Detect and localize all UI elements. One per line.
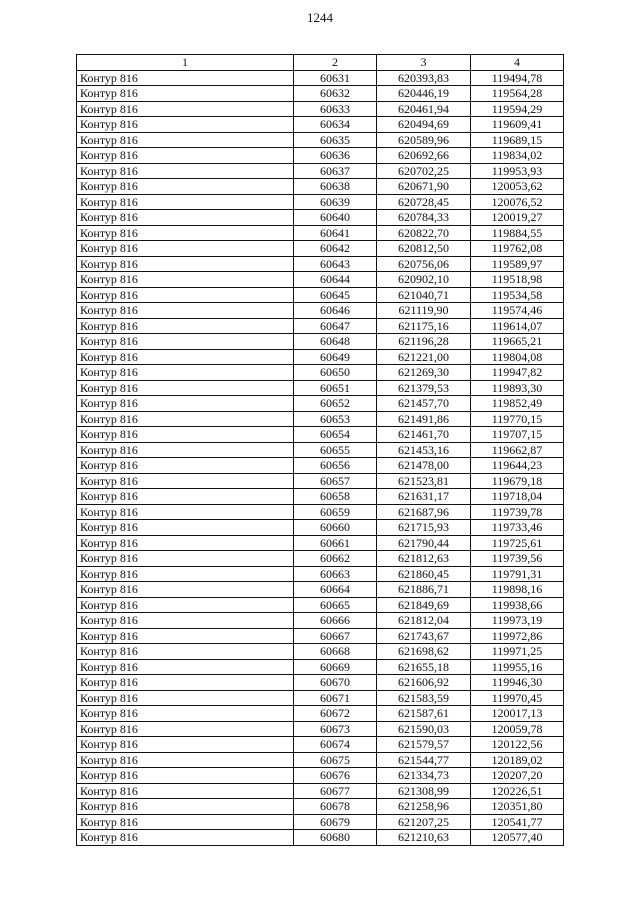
- x-coordinate-cell: 620756,06: [377, 256, 471, 272]
- table-row: [77, 70, 564, 86]
- y-coordinate-cell: 119852,49: [471, 396, 564, 412]
- point-number-cell: 60669: [294, 659, 377, 675]
- y-coordinate-cell: 119804,08: [471, 349, 564, 365]
- y-coordinate-cell: 119689,15: [471, 132, 564, 148]
- y-coordinate-cell: 120122,56: [471, 737, 564, 753]
- point-number-cell: 60664: [294, 582, 377, 598]
- contour-name-cell: Контур 816: [77, 597, 294, 613]
- x-coordinate-cell: 620692,66: [377, 148, 471, 164]
- contour-name-cell: Контур 816: [77, 148, 294, 164]
- y-coordinate-cell: 120076,52: [471, 194, 564, 210]
- table-row: [77, 613, 564, 629]
- y-coordinate-cell: 119594,29: [471, 101, 564, 117]
- table-row: [77, 675, 564, 691]
- contour-name-cell: Контур 816: [77, 210, 294, 226]
- y-coordinate-cell: 120053,62: [471, 179, 564, 195]
- x-coordinate-cell: 620728,45: [377, 194, 471, 210]
- point-number-cell: 60675: [294, 752, 377, 768]
- contour-name-cell: Контур 816: [77, 225, 294, 241]
- point-number-cell: 60676: [294, 768, 377, 784]
- y-coordinate-cell: 120017,13: [471, 706, 564, 722]
- table-row: [77, 349, 564, 365]
- point-number-cell: 60638: [294, 179, 377, 195]
- contour-name-cell: Контур 816: [77, 628, 294, 644]
- x-coordinate-cell: 621587,61: [377, 706, 471, 722]
- x-coordinate-cell: 621715,93: [377, 520, 471, 536]
- point-number-cell: 60642: [294, 241, 377, 257]
- x-coordinate-cell: 620702,25: [377, 163, 471, 179]
- contour-name-cell: Контур 816: [77, 194, 294, 210]
- x-coordinate-cell: 621590,03: [377, 721, 471, 737]
- y-coordinate-cell: 120577,40: [471, 830, 564, 846]
- contour-name-cell: Контур 816: [77, 303, 294, 319]
- y-coordinate-cell: 119614,07: [471, 318, 564, 334]
- table-body: [77, 70, 564, 845]
- x-coordinate-cell: 621886,71: [377, 582, 471, 598]
- contour-name-cell: Контур 816: [77, 737, 294, 753]
- point-number-cell: 60633: [294, 101, 377, 117]
- table-row: [77, 830, 564, 846]
- point-number-cell: 60661: [294, 535, 377, 551]
- contour-name-cell: Контур 816: [77, 489, 294, 505]
- point-number-cell: 60636: [294, 148, 377, 164]
- x-coordinate-cell: 621583,59: [377, 690, 471, 706]
- y-coordinate-cell: 119574,46: [471, 303, 564, 319]
- table-row: [77, 520, 564, 536]
- table-row: [77, 380, 564, 396]
- y-coordinate-cell: 119970,45: [471, 690, 564, 706]
- table-row: [77, 132, 564, 148]
- y-coordinate-cell: 120019,27: [471, 210, 564, 226]
- table-row: [77, 458, 564, 474]
- table-row: [77, 101, 564, 117]
- contour-name-cell: Контур 816: [77, 520, 294, 536]
- table-row: [77, 365, 564, 381]
- point-number-cell: 60671: [294, 690, 377, 706]
- table-row: [77, 752, 564, 768]
- x-coordinate-cell: 621631,17: [377, 489, 471, 505]
- table-row: [77, 411, 564, 427]
- y-coordinate-cell: 119770,15: [471, 411, 564, 427]
- point-number-cell: 60668: [294, 644, 377, 660]
- table-row: [77, 396, 564, 412]
- y-coordinate-cell: 119494,78: [471, 70, 564, 86]
- y-coordinate-cell: 120189,02: [471, 752, 564, 768]
- y-coordinate-cell: 119834,02: [471, 148, 564, 164]
- point-number-cell: 60658: [294, 489, 377, 505]
- y-coordinate-cell: 119971,25: [471, 644, 564, 660]
- contour-name-cell: Контур 816: [77, 179, 294, 195]
- point-number-cell: 60672: [294, 706, 377, 722]
- point-number-cell: 60643: [294, 256, 377, 272]
- header-col-1: 1: [77, 55, 294, 71]
- point-number-cell: 60650: [294, 365, 377, 381]
- page-number: 1244: [307, 10, 333, 25]
- contour-name-cell: Контур 816: [77, 163, 294, 179]
- y-coordinate-cell: 119564,28: [471, 86, 564, 102]
- table-row: [77, 318, 564, 334]
- table-row: [77, 551, 564, 567]
- header-col-4: 4: [471, 55, 564, 71]
- x-coordinate-cell: 621743,67: [377, 628, 471, 644]
- y-coordinate-cell: 119718,04: [471, 489, 564, 505]
- x-coordinate-cell: 621790,44: [377, 535, 471, 551]
- contour-name-cell: Контур 816: [77, 101, 294, 117]
- x-coordinate-cell: 620784,33: [377, 210, 471, 226]
- contour-name-cell: Контур 816: [77, 752, 294, 768]
- contour-name-cell: Контур 816: [77, 287, 294, 303]
- y-coordinate-cell: 119898,16: [471, 582, 564, 598]
- contour-name-cell: Контур 816: [77, 380, 294, 396]
- contour-name-cell: Контур 816: [77, 551, 294, 567]
- y-coordinate-cell: 119973,19: [471, 613, 564, 629]
- x-coordinate-cell: 621119,90: [377, 303, 471, 319]
- point-number-cell: 60660: [294, 520, 377, 536]
- contour-name-cell: Контур 816: [77, 442, 294, 458]
- y-coordinate-cell: 119884,55: [471, 225, 564, 241]
- contour-name-cell: Контур 816: [77, 349, 294, 365]
- y-coordinate-cell: 120351,80: [471, 799, 564, 815]
- x-coordinate-cell: 621308,99: [377, 783, 471, 799]
- y-coordinate-cell: 119589,97: [471, 256, 564, 272]
- x-coordinate-cell: 621258,96: [377, 799, 471, 815]
- x-coordinate-cell: 621461,70: [377, 427, 471, 443]
- y-coordinate-cell: 120207,20: [471, 768, 564, 784]
- point-number-cell: 60659: [294, 504, 377, 520]
- point-number-cell: 60674: [294, 737, 377, 753]
- point-number-cell: 60656: [294, 458, 377, 474]
- contour-name-cell: Контур 816: [77, 241, 294, 257]
- x-coordinate-cell: 621687,96: [377, 504, 471, 520]
- x-coordinate-cell: 621207,25: [377, 814, 471, 830]
- contour-name-cell: Контур 816: [77, 830, 294, 846]
- contour-name-cell: Контур 816: [77, 613, 294, 629]
- point-number-cell: 60652: [294, 396, 377, 412]
- point-number-cell: 60666: [294, 613, 377, 629]
- table-row: [77, 504, 564, 520]
- table-row: [77, 489, 564, 505]
- x-coordinate-cell: 621453,16: [377, 442, 471, 458]
- contour-name-cell: Контур 816: [77, 721, 294, 737]
- table-row: [77, 566, 564, 582]
- point-number-cell: 60677: [294, 783, 377, 799]
- x-coordinate-cell: 620494,69: [377, 117, 471, 133]
- contour-name-cell: Контур 816: [77, 427, 294, 443]
- point-number-cell: 60634: [294, 117, 377, 133]
- y-coordinate-cell: 119733,46: [471, 520, 564, 536]
- y-coordinate-cell: 119947,82: [471, 365, 564, 381]
- point-number-cell: 60635: [294, 132, 377, 148]
- point-number-cell: 60654: [294, 427, 377, 443]
- point-number-cell: 60651: [294, 380, 377, 396]
- contour-name-cell: Контур 816: [77, 582, 294, 598]
- point-number-cell: 60662: [294, 551, 377, 567]
- table-row: [77, 721, 564, 737]
- x-coordinate-cell: 621523,81: [377, 473, 471, 489]
- point-number-cell: 60678: [294, 799, 377, 815]
- contour-name-cell: Контур 816: [77, 814, 294, 830]
- point-number-cell: 60640: [294, 210, 377, 226]
- x-coordinate-cell: 621860,45: [377, 566, 471, 582]
- contour-name-cell: Контур 816: [77, 504, 294, 520]
- table-row: [77, 272, 564, 288]
- x-coordinate-cell: 621478,00: [377, 458, 471, 474]
- table-row: [77, 117, 564, 133]
- x-coordinate-cell: 621849,69: [377, 597, 471, 613]
- y-coordinate-cell: 119534,58: [471, 287, 564, 303]
- table-row: [77, 783, 564, 799]
- contour-name-cell: Контур 816: [77, 566, 294, 582]
- point-number-cell: 60673: [294, 721, 377, 737]
- table-row: [77, 225, 564, 241]
- y-coordinate-cell: 119662,87: [471, 442, 564, 458]
- x-coordinate-cell: 621698,62: [377, 644, 471, 660]
- table-row: [77, 179, 564, 195]
- x-coordinate-cell: 621655,18: [377, 659, 471, 675]
- table-row: [77, 597, 564, 613]
- x-coordinate-cell: 620671,90: [377, 179, 471, 195]
- table-row: [77, 163, 564, 179]
- table-row: [77, 148, 564, 164]
- contour-name-cell: Контур 816: [77, 690, 294, 706]
- point-number-cell: 60632: [294, 86, 377, 102]
- x-coordinate-cell: 620446,19: [377, 86, 471, 102]
- coordinates-table: [76, 54, 564, 846]
- contour-name-cell: Контур 816: [77, 256, 294, 272]
- x-coordinate-cell: 621269,30: [377, 365, 471, 381]
- x-coordinate-cell: 621812,04: [377, 613, 471, 629]
- point-number-cell: 60680: [294, 830, 377, 846]
- table-row: [77, 427, 564, 443]
- table-row: [77, 86, 564, 102]
- point-number-cell: 60631: [294, 70, 377, 86]
- table-row: [77, 241, 564, 257]
- table-row: [77, 628, 564, 644]
- x-coordinate-cell: 620589,96: [377, 132, 471, 148]
- x-coordinate-cell: 620461,94: [377, 101, 471, 117]
- y-coordinate-cell: 119725,61: [471, 535, 564, 551]
- contour-name-cell: Контур 816: [77, 473, 294, 489]
- point-number-cell: 60655: [294, 442, 377, 458]
- point-number-cell: 60653: [294, 411, 377, 427]
- table-row: [77, 644, 564, 660]
- header-col-3: 3: [377, 55, 471, 71]
- y-coordinate-cell: 119946,30: [471, 675, 564, 691]
- table-row: [77, 690, 564, 706]
- contour-name-cell: Контур 816: [77, 799, 294, 815]
- x-coordinate-cell: 621544,77: [377, 752, 471, 768]
- table-row: [77, 535, 564, 551]
- contour-name-cell: Контур 816: [77, 768, 294, 784]
- contour-name-cell: Контур 816: [77, 783, 294, 799]
- table-row: [77, 194, 564, 210]
- table-row: [77, 256, 564, 272]
- table-row: [77, 582, 564, 598]
- contour-name-cell: Контур 816: [77, 318, 294, 334]
- y-coordinate-cell: 119739,56: [471, 551, 564, 567]
- x-coordinate-cell: 621457,70: [377, 396, 471, 412]
- contour-name-cell: Контур 816: [77, 411, 294, 427]
- contour-name-cell: Контур 816: [77, 644, 294, 660]
- point-number-cell: 60648: [294, 334, 377, 350]
- point-number-cell: 60663: [294, 566, 377, 582]
- x-coordinate-cell: 620822,70: [377, 225, 471, 241]
- point-number-cell: 60667: [294, 628, 377, 644]
- x-coordinate-cell: 621210,63: [377, 830, 471, 846]
- x-coordinate-cell: 621379,53: [377, 380, 471, 396]
- table-row: [77, 768, 564, 784]
- x-coordinate-cell: 621606,92: [377, 675, 471, 691]
- table-row: [77, 706, 564, 722]
- y-coordinate-cell: 119707,15: [471, 427, 564, 443]
- table-row: [77, 287, 564, 303]
- x-coordinate-cell: 621579,57: [377, 737, 471, 753]
- x-coordinate-cell: 621812,63: [377, 551, 471, 567]
- table-row: [77, 799, 564, 815]
- table-row: [77, 210, 564, 226]
- contour-name-cell: Контур 816: [77, 365, 294, 381]
- y-coordinate-cell: 119739,78: [471, 504, 564, 520]
- table-row: [77, 814, 564, 830]
- contour-name-cell: Контур 816: [77, 272, 294, 288]
- y-coordinate-cell: 119609,41: [471, 117, 564, 133]
- table-header-row: [77, 55, 564, 71]
- x-coordinate-cell: 620902,10: [377, 272, 471, 288]
- contour-name-cell: Контур 816: [77, 659, 294, 675]
- contour-name-cell: Контур 816: [77, 86, 294, 102]
- y-coordinate-cell: 119518,98: [471, 272, 564, 288]
- table-row: [77, 659, 564, 675]
- x-coordinate-cell: 621040,71: [377, 287, 471, 303]
- y-coordinate-cell: 120541,77: [471, 814, 564, 830]
- header-col-2: 2: [294, 55, 377, 71]
- contour-name-cell: Контур 816: [77, 117, 294, 133]
- point-number-cell: 60670: [294, 675, 377, 691]
- point-number-cell: 60639: [294, 194, 377, 210]
- point-number-cell: 60649: [294, 349, 377, 365]
- point-number-cell: 60679: [294, 814, 377, 830]
- point-number-cell: 60645: [294, 287, 377, 303]
- y-coordinate-cell: 120059,78: [471, 721, 564, 737]
- y-coordinate-cell: 119762,08: [471, 241, 564, 257]
- x-coordinate-cell: 621491,86: [377, 411, 471, 427]
- y-coordinate-cell: 119938,66: [471, 597, 564, 613]
- contour-name-cell: Контур 816: [77, 396, 294, 412]
- table-row: [77, 442, 564, 458]
- y-coordinate-cell: 119644,23: [471, 458, 564, 474]
- x-coordinate-cell: 620393,83: [377, 70, 471, 86]
- point-number-cell: 60644: [294, 272, 377, 288]
- x-coordinate-cell: 621175,16: [377, 318, 471, 334]
- contour-name-cell: Контур 816: [77, 706, 294, 722]
- y-coordinate-cell: 119665,21: [471, 334, 564, 350]
- y-coordinate-cell: 119972,86: [471, 628, 564, 644]
- contour-name-cell: Контур 816: [77, 70, 294, 86]
- y-coordinate-cell: 119791,31: [471, 566, 564, 582]
- point-number-cell: 60665: [294, 597, 377, 613]
- y-coordinate-cell: 119955,16: [471, 659, 564, 675]
- x-coordinate-cell: 621196,28: [377, 334, 471, 350]
- x-coordinate-cell: 621221,00: [377, 349, 471, 365]
- point-number-cell: 60646: [294, 303, 377, 319]
- contour-name-cell: Контур 816: [77, 458, 294, 474]
- table-row: [77, 737, 564, 753]
- point-number-cell: 60647: [294, 318, 377, 334]
- contour-name-cell: Контур 816: [77, 132, 294, 148]
- contour-name-cell: Контур 816: [77, 535, 294, 551]
- y-coordinate-cell: 119679,18: [471, 473, 564, 489]
- contour-name-cell: Контур 816: [77, 334, 294, 350]
- contour-name-cell: Контур 816: [77, 675, 294, 691]
- y-coordinate-cell: 120226,51: [471, 783, 564, 799]
- point-number-cell: 60641: [294, 225, 377, 241]
- point-number-cell: 60657: [294, 473, 377, 489]
- y-coordinate-cell: 119893,30: [471, 380, 564, 396]
- x-coordinate-cell: 621334,73: [377, 768, 471, 784]
- table-row: [77, 473, 564, 489]
- y-coordinate-cell: 119953,93: [471, 163, 564, 179]
- table-row: [77, 303, 564, 319]
- table-row: [77, 334, 564, 350]
- point-number-cell: 60637: [294, 163, 377, 179]
- x-coordinate-cell: 620812,50: [377, 241, 471, 257]
